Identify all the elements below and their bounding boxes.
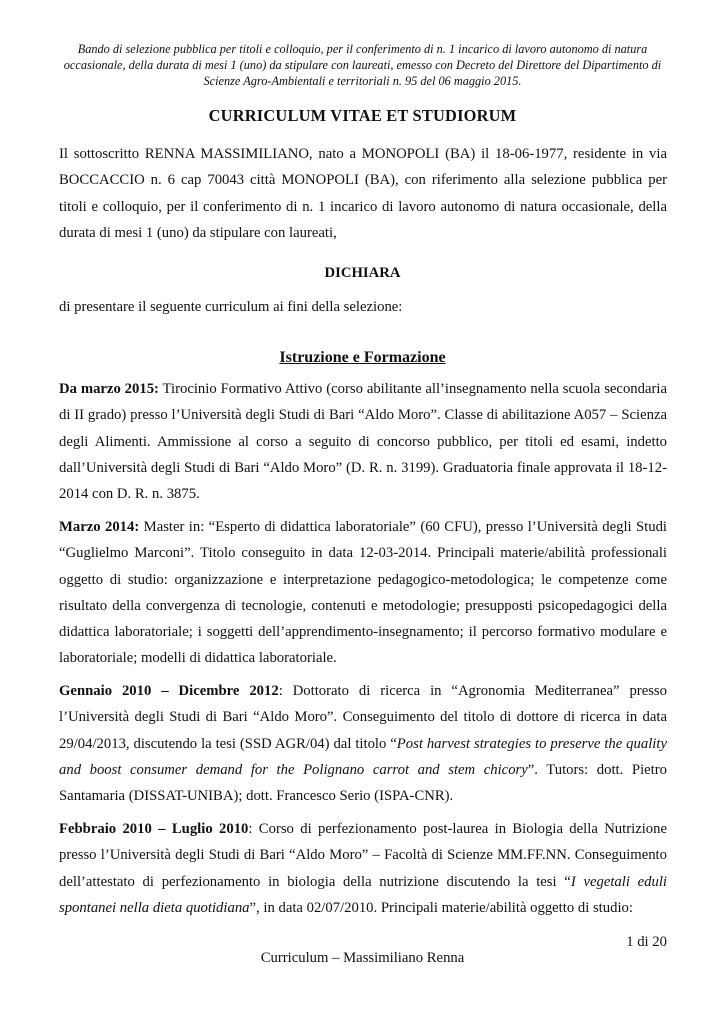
entry-text-tail: ”. Tutors: dott. Pietro Santamaria (DISSAT-UNIBA); dott. Francesco Serio (ISPA-CNR). bbox=[59, 761, 667, 805]
entry-tfa-2015 bbox=[59, 376, 667, 507]
entry-text-tail: ”, in data 02/07/2010. Principali materie/abilità oggetto di studio: bbox=[249, 899, 633, 916]
entry-date-label: Marzo 2014: bbox=[59, 519, 140, 535]
page-title: CURRICULUM VITAE ET STUDIORUM bbox=[208, 106, 517, 125]
declaration-text: di presentare il seguente curriculum ai fini della selezione: bbox=[59, 299, 403, 315]
entry-text: : Dottorato di ricerca in “Agronomia Mediterranea” presso l’Università degli Studi di Bari “Aldo Moro”. Conseguimento del titolo di dottore di ricerca in data 29/04/2013, discutendo la tesi (SSD AGR/04) dal titolo “ bbox=[59, 683, 667, 752]
entry-perfezionamento bbox=[59, 816, 667, 921]
intro-paragraph: Il sottoscritto RENNA MASSIMILIANO, nato a MONOPOLI (BA) il 18-06-1977, residente in via BOCCACCIO n. 6 cap 70043 città MONOPOLI (BA), con riferimento alla selezione pubblica per titoli e colloquio, per il conferimento di n. 1 incarico di lavoro autonomo di natura occasionale, della durata di mesi 1 (uno) da stipulare con laureati, bbox=[59, 146, 667, 241]
page-number: 1 di 20 bbox=[626, 934, 667, 950]
entry-date-label: Febbraio 2010 – Luglio 2010 bbox=[59, 821, 249, 837]
declaration-heading: DICHIARA bbox=[324, 265, 401, 281]
header-note: Bando di selezione pubblica per titoli e colloquio, per il conferimento di n. 1 incarico di lavoro autonomo di natura occasionale, della durata di mesi 1 (uno) da stipulare con laureati, emesso con Decreto del Direttore del Dipartimento di Scienze Agro-Ambientali e territoriali n. 95 del 06 maggio 2015. bbox=[63, 42, 662, 88]
footer: Curriculum – Massimiliano Renna bbox=[260, 950, 465, 966]
thesis-title: Post harvest strategies to preserve the quality and boost consumer demand for the Polignano carrot and stem chicory bbox=[59, 735, 667, 778]
thesis-title: I vegetali eduli spontanei nella dieta quotidiana bbox=[59, 873, 668, 916]
entry-date-label: Gennaio 2010 – Dicembre 2012 bbox=[59, 683, 279, 699]
entry-dottorato bbox=[59, 678, 667, 809]
section-heading: Istruzione e Formazione bbox=[279, 349, 446, 366]
entry-text: : Corso di perfezionamento post-laurea in Biologia della Nutrizione presso l’Università degli Studi di Bari “Aldo Moro” – Facoltà di Scienze MM.FF.NN. Conseguimento dell’attestato di perfezionamento in biologia della nutrizione discutendo la tesi “ bbox=[59, 821, 667, 890]
entry-text: Master in: “Esperto di didattica laboratoriale” (60 CFU), presso l’Università degli Studi “Guglielmo Marconi”. Titolo conseguito in data 12-03-2014. Principali materie/abilità professionali oggetto di studio: organizzazione e interpretazione pedagogico-metodologica; le competenze come risultato della convergenza di tecnologie, contenuti e metodologie; presupposti psicopedagogici della didattica laboratoriale; i soggetti dell’apprendimento-insegnamento; il percorso formativo modulare e laboratoriale; modelli di didattica laboratoriale. bbox=[59, 519, 668, 667]
entry-master-2014 bbox=[59, 514, 667, 672]
entry-text: Tirocinio Formativo Attivo (corso abilitante all’insegnamento nella scuola secondaria di II grado) presso l’Università degli Studi di Bari “Aldo Moro”. Classe di abilitazione A057 – Scienza degli Alimenti. Ammissione al corso a seguito di concorso pubblico, per titoli ed esami, indetto dall’Università degli Studi di Bari “Aldo Moro” (D. R. n. 3199). Graduatoria finale approvata il 18-12-2014 con D. R. n. 3875. bbox=[59, 381, 667, 503]
entry-date-label: Da marzo 2015: bbox=[59, 381, 159, 397]
